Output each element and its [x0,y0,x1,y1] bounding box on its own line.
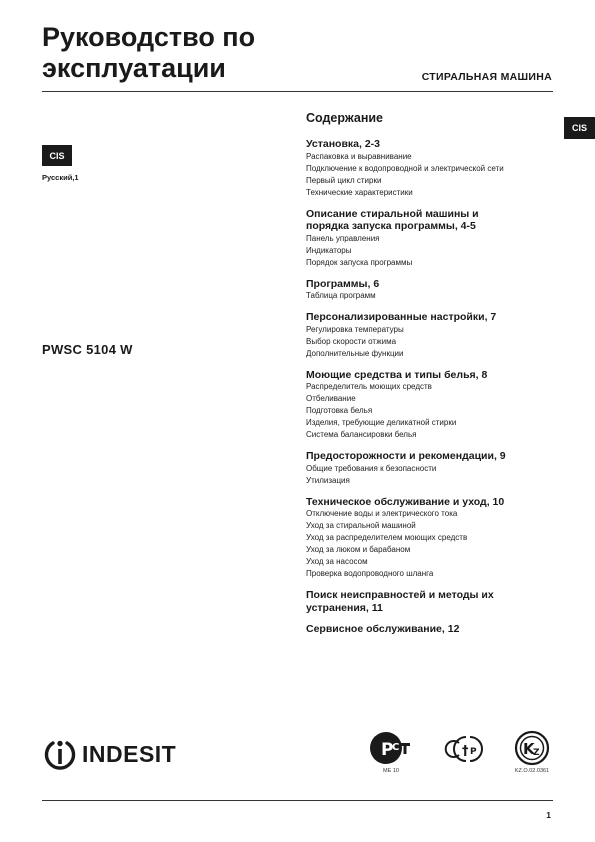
language-side-tab: CIS [564,117,595,139]
toc-item: Уход за стиральной машиной [306,521,416,530]
toc-item: Распределитель моющих средств [306,382,432,391]
gost-code: ME 10 [383,768,399,774]
svg-text:Z: Z [533,748,540,758]
toc-item: Распаковка и выравнивание [306,151,412,161]
svg-text:K: K [523,740,535,758]
toc-item: Технические характеристики [306,187,413,197]
brand-logo-text: INDESIT [82,740,177,767]
header-divider [42,91,553,92]
toc-item: Регулировка температуры [306,324,404,334]
toc-section-heading: Сервисное обслуживание, 12 [306,623,460,635]
toc-item: Уход за насосом [306,557,368,566]
toc-item: Панель управления [306,233,380,243]
document-title [42,22,255,84]
toc-item: Проверка водопроводного шланга [306,569,434,578]
table-of-contents [306,111,556,645]
toc-item: Отбеливание [306,394,356,403]
language-tag: CIS [42,145,72,166]
toc-section-heading: Поиск неисправностей и методы их [306,589,494,601]
svg-text:P: P [470,747,477,757]
toc-section [306,208,556,269]
toc-section [306,450,556,487]
eac-certification [440,733,490,767]
toc-item: Первый цикл стирки [306,175,382,185]
toc-section [306,369,556,442]
brand-logo [42,734,176,774]
toc-item: Подготовка белья [306,406,373,415]
toc-section-heading: Установка, 2-3 [306,138,381,150]
toc-section [306,311,556,360]
toc-title: Содержание [306,111,384,125]
toc-sections [306,138,556,636]
title-line-1: Руководство по [42,22,256,52]
model-number: PWSC 5104 W [42,342,133,357]
toc-section-heading: устранения, 11 [306,601,383,614]
toc-section [306,138,556,199]
toc-section [306,278,556,303]
page-number: 1 [546,810,551,820]
toc-item: Общие требования к безопасности [306,463,437,473]
st-tr-mark-icon [440,733,490,765]
toc-section-heading: порядка запуска программы, 4-5 [306,220,476,232]
kz-code: KZ.O.02.0361 [514,768,550,774]
toc-section [306,496,556,581]
toc-section-heading: Персонализированные настройки, 7 [306,311,497,323]
toc-section-heading: Программы, 6 [306,277,380,290]
gost-certification [369,730,413,774]
toc-item: Изделия, требующие деликатной стирки [306,418,457,427]
language-page-reference: Русский,1 [42,173,79,182]
toc-item: Отключение воды и электрического тока [306,509,458,518]
gost-r-mark-icon [369,730,413,766]
kz-certification [509,730,555,774]
toc-item: Подключение к водопроводной и электрической сети [306,163,504,173]
toc-section-heading: Моющие средства и типы белья, 8 [306,368,488,381]
document-subtitle: СТИРАЛЬНАЯ МАШИНА [421,71,552,83]
svg-text:C: C [392,742,400,753]
toc-item: Порядок запуска программы [306,257,413,267]
toc-section-heading: Описание стиральной машины и [306,207,479,220]
kz-mark-icon [514,730,550,766]
indesit-power-icon [42,736,78,772]
svg-text:P: P [381,740,394,760]
footer-divider [42,800,553,801]
toc-section [306,623,556,636]
toc-section [306,589,556,614]
toc-item: Уход за люком и барабаном [306,545,411,554]
toc-item: Система балансировки белья [306,430,417,439]
toc-item: Выбор скорости отжима [306,336,397,346]
svg-text:†: † [462,744,469,759]
toc-item: Индикаторы [306,245,352,255]
toc-item: Дополнительные функции [306,348,404,358]
toc-item: Уход за распределителем моющих средств [306,533,468,542]
toc-section-heading: Техническое обслуживание и уход, 10 [306,495,505,508]
toc-section-heading: Предосторожности и рекомендации, 9 [306,450,506,462]
title-line-2: эксплуатации [42,53,226,83]
toc-item: Утилизация [306,475,350,485]
toc-item: Таблица программ [306,291,376,300]
